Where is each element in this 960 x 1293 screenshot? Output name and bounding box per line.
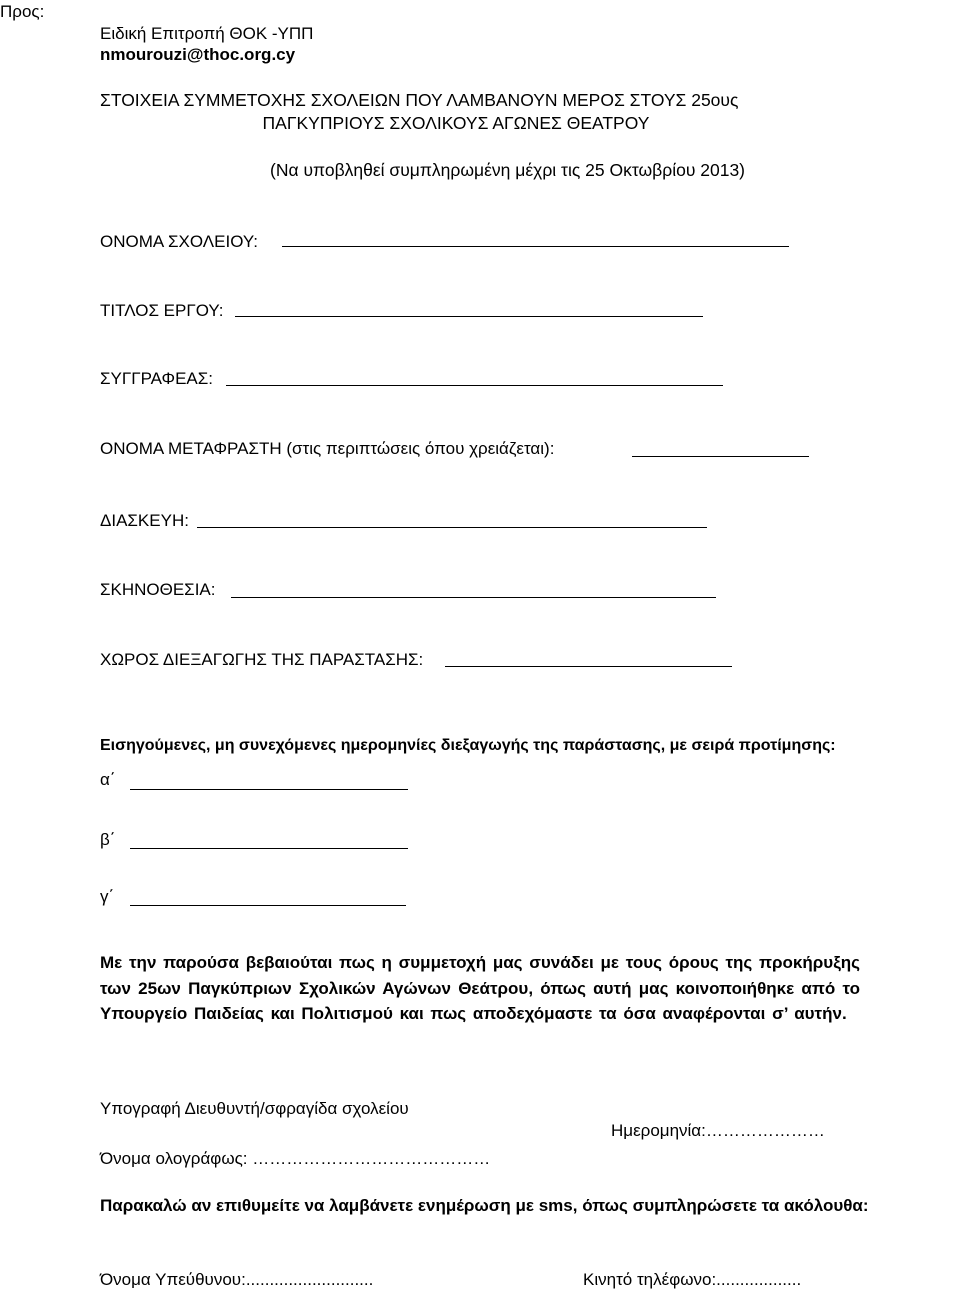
date-option-a-label: α΄	[100, 770, 116, 789]
date-label[interactable]: Ημερομηνία:…………………	[611, 1121, 825, 1140]
recipient-email[interactable]: nmourouzi@thoc.org.cy	[100, 45, 296, 64]
dates-intro: Εισηγούμενες, μη συνεχόμενες ημερομηνίες διεξαγωγής της παράστασης, με σειρά προτίμησης:	[100, 737, 836, 754]
full-name-label[interactable]: Όνομα ολογράφως: ……………………………………	[100, 1149, 491, 1168]
author-input-line[interactable]	[226, 385, 723, 386]
sms-note: Παρακαλώ αν επιθυμείτε να λαμβάνετε ενημέρωση με sms, όπως συμπληρώσετε τα ακόλουθα:	[100, 1196, 869, 1215]
date-option-b-label: β΄	[100, 830, 116, 849]
venue-label: ΧΩΡΟΣ ΔΙΕΞΑΓΩΓΗΣ ΤΗΣ ΠΑΡΑΣΤΑΣΗΣ:	[100, 650, 424, 669]
mobile-label[interactable]: Κινητό τηλέφωνο:..................	[583, 1270, 802, 1289]
recipient-label: Προς:	[0, 2, 45, 21]
school-name-input-line[interactable]	[282, 246, 789, 247]
adaptation-input-line[interactable]	[197, 527, 707, 528]
date-option-b-input-line[interactable]	[130, 848, 408, 849]
translator-label-note: (στις περιπτώσεις όπου χρειάζεται):	[286, 439, 555, 458]
deadline-note	[270, 160, 745, 181]
author-label: ΣΥΓΓΡΑΦΕΑΣ:	[100, 369, 213, 388]
deadline-date: 25 Οκτωβρίου 2013)	[585, 160, 746, 180]
recipient-name: Ειδική Επιτροπή ΘΟΚ -ΥΠΠ	[100, 24, 314, 43]
translator-label-main: ΟΝΟΜΑ ΜΕΤΑΦΡΑΣΤΗ	[100, 439, 282, 458]
form-title-line2: ΠΑΓΚΥΠΡΙΟΥΣ ΣΧΟΛΙΚΟΥΣ ΑΓΩΝΕΣ ΘΕΑΤΡΟΥ	[262, 113, 650, 133]
translator-input-line[interactable]	[632, 456, 809, 457]
direction-input-line[interactable]	[231, 597, 716, 598]
school-name-label: ΟΝΟΜΑ ΣΧΟΛΕΙΟΥ:	[100, 232, 258, 251]
form-title-line1: ΣΤΟΙΧΕΙΑ ΣΥΜΜΕΤΟΧΗΣ ΣΧΟΛΕΙΩΝ ΠΟΥ ΛΑΜΒΑΝΟΥΝ ΜΕΡΟΣ ΣΤΟΥΣ 25ους	[100, 90, 739, 110]
translator-label	[100, 439, 554, 459]
play-title-input-line[interactable]	[235, 316, 703, 317]
deadline-prefix: (Να υποβληθεί συμπληρωμένη μέχρι τις	[270, 160, 581, 180]
direction-label: ΣΚΗΝΟΘΕΣΙΑ:	[100, 580, 216, 599]
signature-label: Υπογραφή Διευθυντή/σφραγίδα σχολείου	[100, 1099, 409, 1118]
date-option-c-label: γ΄	[100, 887, 115, 906]
play-title-label: ΤΙΤΛΟΣ ΕΡΓΟΥ:	[100, 301, 224, 320]
adaptation-label: ΔΙΑΣΚΕΥΗ:	[100, 511, 189, 530]
date-option-a-input-line[interactable]	[130, 789, 408, 790]
date-option-c-input-line[interactable]	[130, 905, 406, 906]
venue-input-line[interactable]	[445, 666, 732, 667]
declaration-paragraph: Με την παρούσα βεβαιούται πως η συμμετοχή μας συνάδει με τους όρους της προκήρυξης των 25ων Παγκύπριων Σχολικών Αγώνων Θεάτρου, όπως αυτή μας κοινοποιήθηκε από το Υπουργείο Παιδείας και Πολιτισμού και πως αποδεχόμαστε τα όσα αναφέρονται σ’ αυτήν.	[100, 953, 860, 1023]
contact-name-label[interactable]: Όνομα Υπεύθυνου:...........................	[100, 1270, 374, 1289]
